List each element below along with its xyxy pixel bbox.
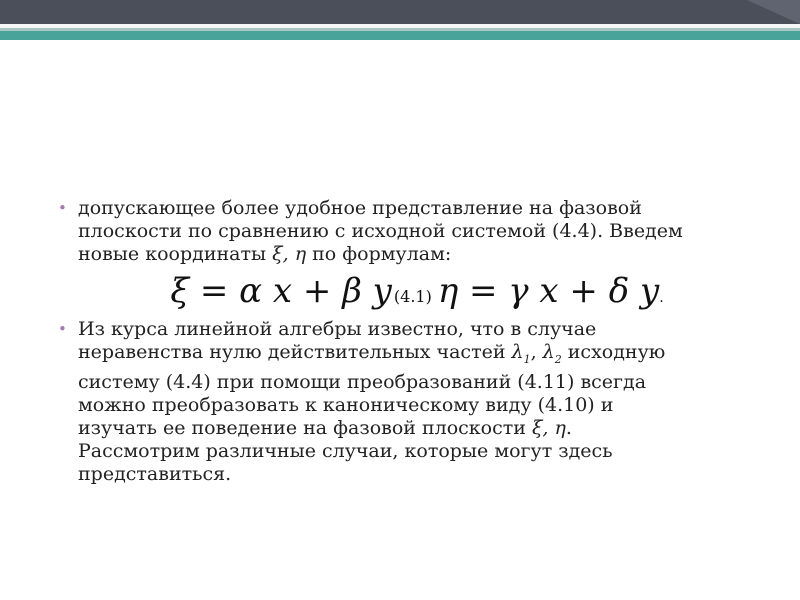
text-line: Из курса линейной алгебры известно, что в случае <box>78 318 597 340</box>
equation-number: (4.1) <box>393 287 432 306</box>
formula-right: η = γ x + δ y <box>437 271 660 311</box>
text-line: допускающее более удобное представление на фазовой <box>78 197 642 219</box>
math-vars: ξ, η <box>531 416 566 439</box>
header-corner-fold <box>747 0 800 24</box>
text-line: представиться. <box>78 462 232 485</box>
formula-left: ξ = α x + β y <box>170 271 392 311</box>
bullet-item-coordinates <box>56 197 756 266</box>
bullet-dot-icon: • <box>58 320 67 338</box>
text-line: Рассмотрим различные случаи, которые могут здесь <box>78 439 613 462</box>
math-vars: ξ, η <box>272 243 307 265</box>
lambda-2: $\lambda_2$ <box>542 341 562 366</box>
lambda-1: $\lambda_1$ <box>511 341 531 366</box>
text-line: плоскости по сравнению с исходной системой (4.4). Введем <box>78 220 683 242</box>
header-stripe-accent <box>0 31 800 40</box>
formula-end: . <box>659 290 664 306</box>
text-line: можно преобразовать к каноническому виду (4.10) и <box>78 393 614 416</box>
header-bar <box>0 0 800 24</box>
text-line: неравенства нулю действительных частей $\lambda_1$, $\lambda_2$ исходную <box>78 341 666 366</box>
bullet-item-linear-algebra <box>56 318 756 486</box>
slide-body <box>56 197 756 486</box>
formula <box>78 266 756 318</box>
text-line: изучать ее поведение на фазовой плоскости ξ, η. <box>78 416 572 439</box>
text-line: систему (4.4) при помощи преобразований (4.11) всегда <box>78 370 647 393</box>
text-line: новые координаты ξ, η по формулам: <box>78 243 452 265</box>
bullet-dot-icon: • <box>58 199 67 217</box>
